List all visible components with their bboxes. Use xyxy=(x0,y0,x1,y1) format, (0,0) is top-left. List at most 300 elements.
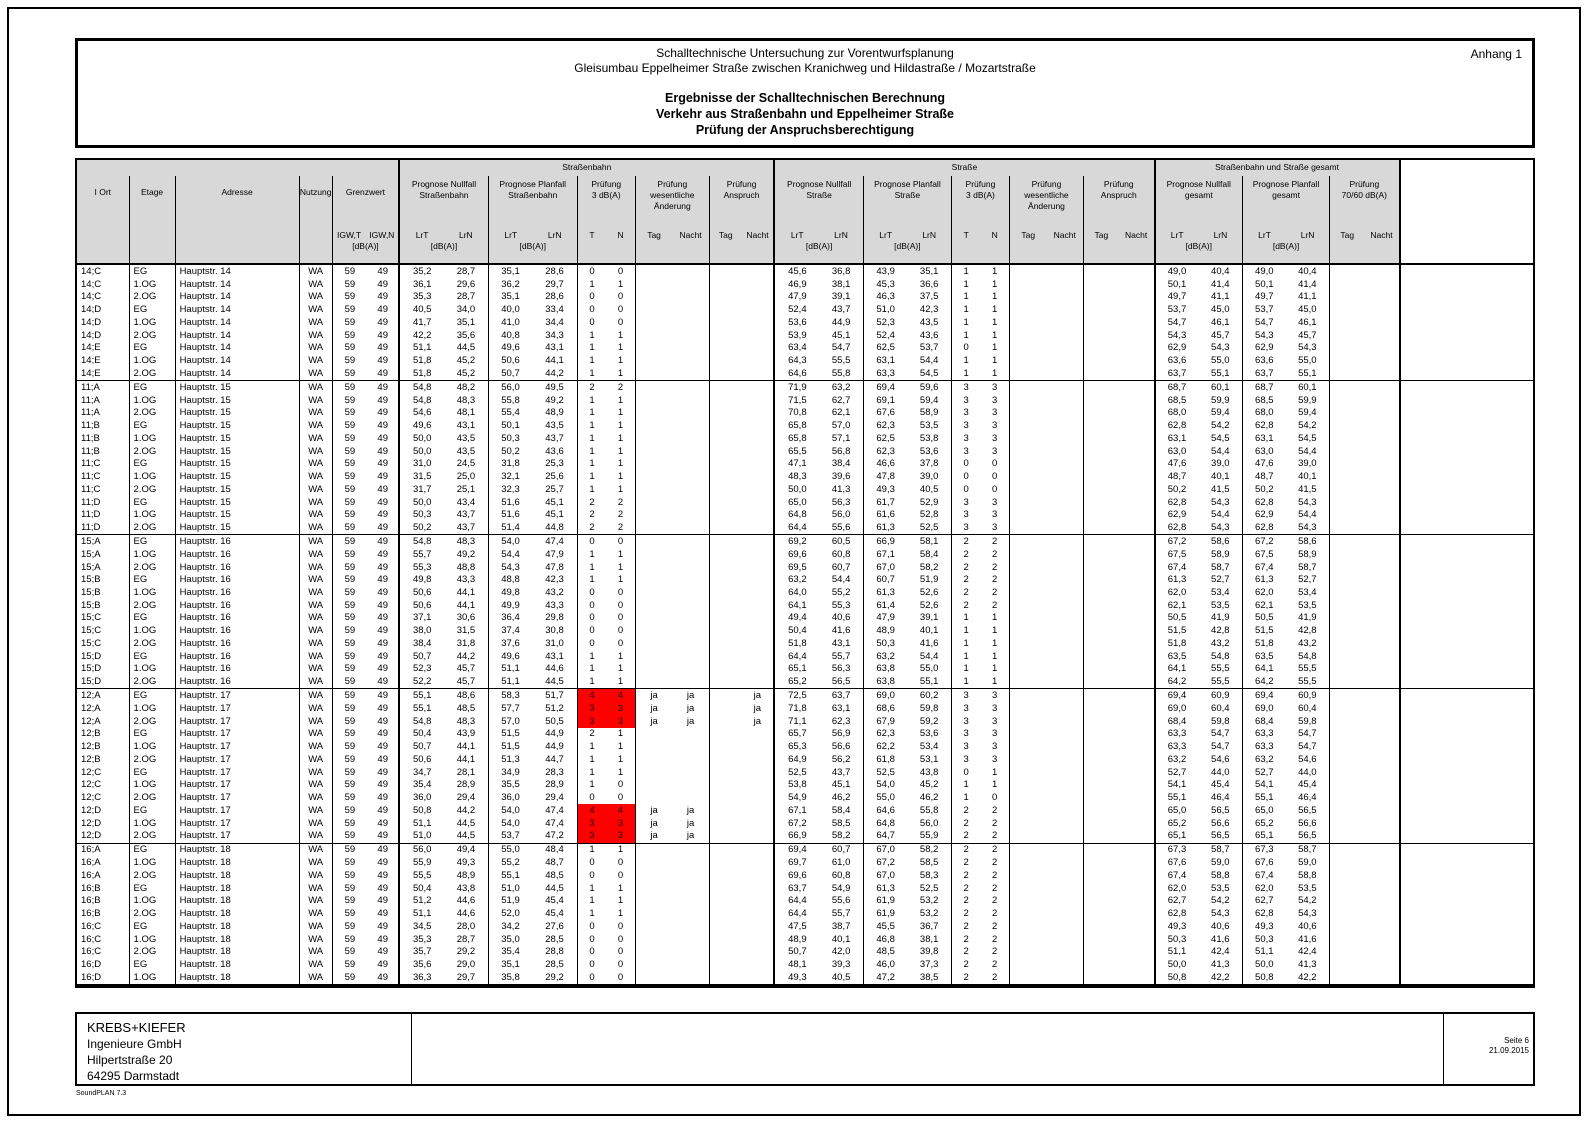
table-cell: 2 xyxy=(951,548,980,561)
table-cell xyxy=(1119,458,1155,471)
table-cell xyxy=(1083,779,1118,792)
table-cell: 2.OG xyxy=(129,599,175,612)
table-cell xyxy=(1365,496,1400,509)
table-cell xyxy=(635,291,672,304)
table-cell: 15;C xyxy=(81,637,102,649)
table-cell: Hauptstr. 16 xyxy=(175,535,299,548)
table-cell: 38,7 xyxy=(831,920,851,932)
table-cell: 3 xyxy=(577,817,606,830)
table-cell: 2 xyxy=(951,907,980,920)
table-cell: 54,0 xyxy=(863,779,907,792)
table-cell: 38,0 xyxy=(399,625,444,638)
table-cell: 25,7 xyxy=(545,483,564,495)
table-cell xyxy=(1365,843,1400,856)
company-block xyxy=(77,1014,412,1084)
table-cell: 49 xyxy=(377,971,388,983)
table-cell xyxy=(1330,612,1365,625)
table-cell: 63,3 xyxy=(1155,741,1199,754)
table-cell xyxy=(741,496,774,509)
table-cell: 63,3 xyxy=(863,367,907,380)
table-cell: 43,2 xyxy=(545,587,564,598)
table-cell: 1 xyxy=(951,329,980,342)
table-cell: 55,1 xyxy=(1298,367,1317,379)
table-cell: 1 xyxy=(577,574,606,587)
table-cell xyxy=(1330,791,1365,804)
table-cell: 57,0 xyxy=(488,715,532,728)
table-cell: 54,5 xyxy=(919,367,939,379)
table-cell: WA xyxy=(299,857,332,870)
table-cell: 59,9 xyxy=(1211,394,1230,406)
table-cell: 14;D xyxy=(81,304,102,316)
table-cell xyxy=(1119,574,1155,587)
table-cell: 1 xyxy=(577,548,606,561)
table-cell: 2.OG xyxy=(129,830,175,843)
table-cell xyxy=(1009,509,1046,522)
table-cell: 64,4 xyxy=(774,650,819,663)
table-cell: 2 xyxy=(951,958,980,971)
table-cell: EG xyxy=(129,958,175,971)
table-cell xyxy=(1400,278,1533,291)
table-cell: 1 xyxy=(617,895,624,907)
table-cell: 14;E xyxy=(81,367,101,379)
table-cell xyxy=(709,342,741,355)
table-cell: 53,6 xyxy=(919,445,939,457)
table-cell: 58,8 xyxy=(1298,869,1317,881)
table-cell xyxy=(709,445,741,458)
table-cell: 2.OG xyxy=(129,561,175,574)
table-cell: 15;A xyxy=(81,561,101,573)
table-cell: ja xyxy=(686,830,695,842)
table-cell: 1 xyxy=(577,278,606,291)
table-cell: 12;B xyxy=(81,753,101,765)
table-cell: 1 xyxy=(617,329,624,341)
table-cell xyxy=(1400,304,1533,317)
table-cell xyxy=(1083,483,1118,496)
table-cell: 54,1 xyxy=(1155,779,1199,792)
table-cell: 43,2 xyxy=(1298,637,1317,649)
table-cell: EG xyxy=(129,728,175,741)
table-cell: 51,8 xyxy=(1243,637,1286,650)
table-cell: 61,3 xyxy=(1155,574,1199,587)
table-cell xyxy=(741,394,774,407)
table-cell xyxy=(741,329,774,342)
table-cell: 38,4 xyxy=(831,458,851,470)
table-cell xyxy=(1119,741,1155,754)
table-cell: 62,7 xyxy=(1243,895,1286,908)
table-cell: Hauptstr. 18 xyxy=(175,907,299,920)
table-cell: 29,7 xyxy=(545,278,564,290)
table-cell: 45,4 xyxy=(1298,779,1317,791)
table-cell: Hauptstr. 16 xyxy=(175,586,299,599)
table-cell: 1 xyxy=(992,625,998,637)
table-cell xyxy=(672,753,709,766)
table-cell: 43,3 xyxy=(456,574,476,586)
table-cell xyxy=(1083,354,1118,367)
table-cell: 2 xyxy=(951,561,980,574)
table-cell: 1 xyxy=(577,766,606,779)
table-cell: 54,3 xyxy=(1298,496,1317,508)
company-line: Ingenieure GmbH xyxy=(87,1037,182,1051)
table-cell: 54,7 xyxy=(1243,316,1286,329)
table-cell xyxy=(709,535,741,548)
table-row xyxy=(77,329,1533,342)
table-cell xyxy=(1009,637,1046,650)
table-cell: 47,9 xyxy=(863,612,907,625)
table-cell xyxy=(635,882,672,895)
table-cell: 11;D xyxy=(81,496,101,508)
table-cell: 49 xyxy=(377,561,388,573)
table-cell: 28,0 xyxy=(456,920,476,932)
table-cell xyxy=(709,291,741,304)
table-cell: 54,8 xyxy=(399,394,444,407)
table-cell: 15;D xyxy=(81,650,102,662)
table-cell: 68,4 xyxy=(1155,715,1199,728)
table-cell xyxy=(1400,561,1533,574)
table-cell: 31,0 xyxy=(399,458,444,471)
table-cell: 1.OG xyxy=(129,663,175,676)
table-cell: 58,4 xyxy=(831,804,851,816)
table-cell xyxy=(672,470,709,483)
table-cell xyxy=(1119,946,1155,959)
table-cell: 1 xyxy=(951,291,980,304)
table-cell xyxy=(1330,728,1365,741)
table-cell xyxy=(672,599,709,612)
table-cell: WA xyxy=(299,869,332,882)
table-cell xyxy=(1400,779,1533,792)
table-cell: 64,6 xyxy=(863,804,907,817)
table-cell: 48,7 xyxy=(1155,470,1199,483)
table-cell: 34,5 xyxy=(399,920,444,933)
units-sb-planfall: LrT LrN [dB(A)] xyxy=(488,230,577,264)
table-cell: 43,1 xyxy=(545,342,564,354)
table-cell: ja xyxy=(635,689,672,702)
table-cell xyxy=(1083,535,1118,548)
table-cell: EG xyxy=(129,843,175,856)
table-cell xyxy=(1400,574,1533,587)
table-cell xyxy=(1330,367,1365,380)
table-cell xyxy=(709,843,741,856)
table-cell: 54,9 xyxy=(774,791,819,804)
table-cell: 0 xyxy=(577,791,606,804)
table-cell: 1 xyxy=(577,895,606,908)
table-cell: 1.OG xyxy=(129,354,175,367)
table-cell: 1.OG xyxy=(129,817,175,830)
table-cell: 28,7 xyxy=(456,933,476,945)
table-cell: 1 xyxy=(617,741,624,753)
table-cell: 67,6 xyxy=(1155,857,1199,870)
table-cell: 11;C xyxy=(81,471,101,483)
table-cell: 50,7 xyxy=(399,741,444,754)
table-cell: 67,1 xyxy=(863,548,907,561)
table-cell: 1 xyxy=(951,791,980,804)
table-cell xyxy=(1083,971,1118,984)
table-cell xyxy=(1365,483,1400,496)
table-row xyxy=(77,817,1533,830)
table-cell: 62,1 xyxy=(1243,599,1286,612)
table-cell xyxy=(1330,857,1365,870)
table-cell: WA xyxy=(299,625,332,638)
table-cell xyxy=(635,612,672,625)
table-cell: 45,3 xyxy=(863,278,907,291)
table-cell: 0 xyxy=(951,766,980,779)
table-cell: 41,4 xyxy=(1298,278,1317,290)
table-cell xyxy=(1083,650,1118,663)
table-cell xyxy=(1365,907,1400,920)
table-row xyxy=(77,264,1533,278)
table-cell: Hauptstr. 15 xyxy=(175,470,299,483)
table-row xyxy=(77,354,1533,367)
table-cell: 11;A xyxy=(81,394,100,406)
table-cell xyxy=(1365,470,1400,483)
table-cell xyxy=(1046,625,1083,638)
table-cell: 44,9 xyxy=(831,316,851,328)
table-cell xyxy=(1119,830,1155,843)
table-cell xyxy=(1119,895,1155,908)
table-cell: 11;B xyxy=(81,420,100,432)
table-cell: 48,5 xyxy=(863,946,907,959)
table-cell xyxy=(1330,663,1365,676)
table-cell: 1 xyxy=(992,355,998,367)
table-cell: 31,0 xyxy=(545,637,564,649)
table-cell xyxy=(1119,907,1155,920)
table-cell: 48,8 xyxy=(488,574,532,587)
table-cell: 1 xyxy=(951,278,980,291)
group-empty xyxy=(77,160,399,176)
table-cell xyxy=(741,521,774,534)
table-cell: 54,4 xyxy=(1298,445,1317,457)
table-cell: 46,2 xyxy=(831,792,851,804)
table-cell: 56,0 xyxy=(488,381,532,394)
col-str-pruefung-3db: Prüfung 3 dB(A) xyxy=(951,176,1009,230)
table-cell: 61,3 xyxy=(863,882,907,895)
table-cell: 44,7 xyxy=(545,753,564,765)
table-cell xyxy=(672,342,709,355)
table-cell: 59 xyxy=(332,958,367,971)
table-cell: 0 xyxy=(617,612,624,624)
table-cell xyxy=(741,895,774,908)
table-cell: 1 xyxy=(617,548,624,560)
table-cell: 55,9 xyxy=(919,830,939,842)
table-cell xyxy=(1009,458,1046,471)
subtitle-line-3: Prüfung der Anspruchsberechtigung xyxy=(695,123,915,137)
table-cell: 36,6 xyxy=(919,278,939,290)
table-cell xyxy=(635,420,672,433)
table-cell: 48,1 xyxy=(774,958,819,971)
table-cell xyxy=(1330,625,1365,638)
table-cell: 49 xyxy=(377,728,388,740)
table-cell: 59 xyxy=(332,676,367,689)
table-cell: 2 xyxy=(577,728,606,741)
table-cell xyxy=(1330,420,1365,433)
table-row xyxy=(77,676,1533,689)
table-cell xyxy=(1330,381,1365,394)
table-cell xyxy=(709,521,741,534)
table-cell: WA xyxy=(299,907,332,920)
table-cell: 1.OG xyxy=(129,779,175,792)
table-cell xyxy=(1119,445,1155,458)
table-row xyxy=(77,933,1533,946)
table-cell: 55,1 xyxy=(1155,791,1199,804)
table-cell: 51,2 xyxy=(545,702,564,714)
table-cell: 1 xyxy=(577,907,606,920)
table-cell: 59 xyxy=(332,574,367,587)
table-cell: 49 xyxy=(377,445,388,457)
table-cell: 2 xyxy=(951,920,980,933)
table-cell: 54,7 xyxy=(831,342,851,354)
table-cell: 3 xyxy=(980,689,1009,702)
title-line-1: Schalltechnische Untersuchung zur Vorentwurfsplanung xyxy=(656,46,954,60)
table-cell: 1 xyxy=(951,779,980,792)
table-cell: WA xyxy=(299,843,332,856)
table-cell: 1 xyxy=(617,908,624,920)
table-cell xyxy=(1046,612,1083,625)
table-cell: 14;D xyxy=(81,316,102,328)
table-cell xyxy=(741,574,774,587)
table-cell: 49 xyxy=(377,869,388,881)
table-cell: 49 xyxy=(377,908,388,920)
table-cell: 44,5 xyxy=(456,830,476,842)
table-cell: 41,0 xyxy=(488,316,532,329)
table-cell xyxy=(1009,689,1046,702)
table-cell: 0 xyxy=(951,470,980,483)
table-cell: Hauptstr. 17 xyxy=(175,804,299,817)
table-cell: 49 xyxy=(377,857,388,869)
table-cell xyxy=(1046,381,1083,394)
table-cell: 2 xyxy=(992,548,998,560)
table-cell: EG xyxy=(129,535,175,548)
table-cell: 1 xyxy=(992,779,998,791)
table-cell: 65,0 xyxy=(774,496,819,509)
table-cell xyxy=(741,342,774,355)
table-cell: 46,4 xyxy=(1211,792,1230,804)
table-cell: EG xyxy=(129,689,175,702)
table-cell xyxy=(672,882,709,895)
table-cell xyxy=(1400,946,1533,959)
table-cell: 0 xyxy=(617,958,624,970)
table-cell: 67,0 xyxy=(863,561,907,574)
table-cell: 58,7 xyxy=(1286,843,1330,856)
table-cell xyxy=(1119,689,1155,702)
table-cell: 63,8 xyxy=(863,663,907,676)
table-row xyxy=(77,766,1533,779)
table-cell: 43,7 xyxy=(831,766,851,778)
table-cell xyxy=(1009,843,1046,856)
table-cell: 44,0 xyxy=(1298,766,1317,778)
table-cell: 1.OG xyxy=(129,470,175,483)
table-cell: 59 xyxy=(332,869,367,882)
table-cell: 59 xyxy=(332,407,367,420)
table-cell: 54,3 xyxy=(1298,908,1317,920)
table-row xyxy=(77,316,1533,329)
table-cell: 68,6 xyxy=(863,702,907,715)
table-cell: 1 xyxy=(992,663,998,675)
table-cell: 1 xyxy=(577,843,606,856)
table-cell: 49,3 xyxy=(863,483,907,496)
table-cell: 59 xyxy=(332,496,367,509)
table-cell xyxy=(741,766,774,779)
units-sb-nullfall: LrT LrN [dB(A)] xyxy=(399,230,488,264)
table-cell: 53,6 xyxy=(919,728,939,740)
table-cell: 0 xyxy=(577,869,606,882)
table-cell: 59 xyxy=(332,971,367,984)
table-cell: 1 xyxy=(617,407,624,419)
table-cell: 40,4 xyxy=(1298,265,1317,277)
table-cell: 53,4 xyxy=(919,741,939,753)
table-cell: 0 xyxy=(617,291,624,303)
table-cell xyxy=(635,445,672,458)
table-cell: 62,7 xyxy=(831,394,851,406)
table-cell: 62,7 xyxy=(1155,895,1199,908)
table-cell: 29,2 xyxy=(545,971,564,983)
table-cell: 50,6 xyxy=(399,586,444,599)
table-cell: 0 xyxy=(951,458,980,471)
table-cell xyxy=(1083,458,1118,471)
table-cell: 63,2 xyxy=(774,574,819,587)
table-cell: 0 xyxy=(577,971,606,984)
table-cell: 62,8 xyxy=(1155,420,1199,433)
table-cell: WA xyxy=(299,432,332,445)
table-cell xyxy=(741,586,774,599)
table-cell: 54,2 xyxy=(1298,895,1317,907)
table-cell: Hauptstr. 18 xyxy=(175,933,299,946)
table-cell: 48,7 xyxy=(545,857,564,869)
table-cell xyxy=(1400,715,1533,728)
table-cell xyxy=(741,367,774,380)
table-cell xyxy=(1083,715,1118,728)
table-cell: 67,0 xyxy=(863,843,907,856)
table-cell xyxy=(709,470,741,483)
table-cell xyxy=(635,574,672,587)
table-row xyxy=(77,342,1533,355)
table-row xyxy=(77,650,1533,663)
table-cell: 49 xyxy=(377,882,388,894)
table-cell: 2.OG xyxy=(129,946,175,959)
table-cell: 53,2 xyxy=(919,895,939,907)
table-cell: 1.OG xyxy=(129,933,175,946)
table-cell: 47,8 xyxy=(545,561,564,573)
table-cell xyxy=(1046,521,1083,534)
table-cell xyxy=(741,946,774,959)
table-cell: 53,5 xyxy=(1298,882,1317,894)
table-cell: 54,8 xyxy=(399,535,444,548)
table-cell xyxy=(1046,741,1083,754)
table-cell xyxy=(1083,316,1118,329)
table-cell: 63,1 xyxy=(1155,432,1199,445)
table-cell: 25,3 xyxy=(545,458,564,470)
table-cell: 2 xyxy=(992,869,998,881)
subtitle-line-1: Ergebnisse der Schalltechnischen Berechnung xyxy=(665,91,945,105)
group-gesamt: Straßenbahn und Straße gesamt xyxy=(1155,160,1400,176)
table-cell: 25,0 xyxy=(456,471,476,483)
table-cell: Hauptstr. 18 xyxy=(175,920,299,933)
table-cell: 51,5 xyxy=(1243,625,1286,638)
table-cell xyxy=(1400,791,1533,804)
table-cell xyxy=(709,779,741,792)
table-cell: 67,3 xyxy=(1243,843,1286,856)
table-cell: 38,1 xyxy=(831,278,851,290)
table-cell: 59 xyxy=(332,612,367,625)
table-cell xyxy=(1330,715,1365,728)
table-cell xyxy=(709,420,741,433)
table-cell xyxy=(1046,342,1083,355)
table-cell xyxy=(741,843,774,856)
table-cell xyxy=(1119,354,1155,367)
table-cell: 3 xyxy=(577,715,606,728)
table-cell: 49,3 xyxy=(456,857,476,869)
table-cell xyxy=(1083,612,1118,625)
table-cell: 40,1 xyxy=(919,625,939,637)
table-cell: 49 xyxy=(377,958,388,970)
